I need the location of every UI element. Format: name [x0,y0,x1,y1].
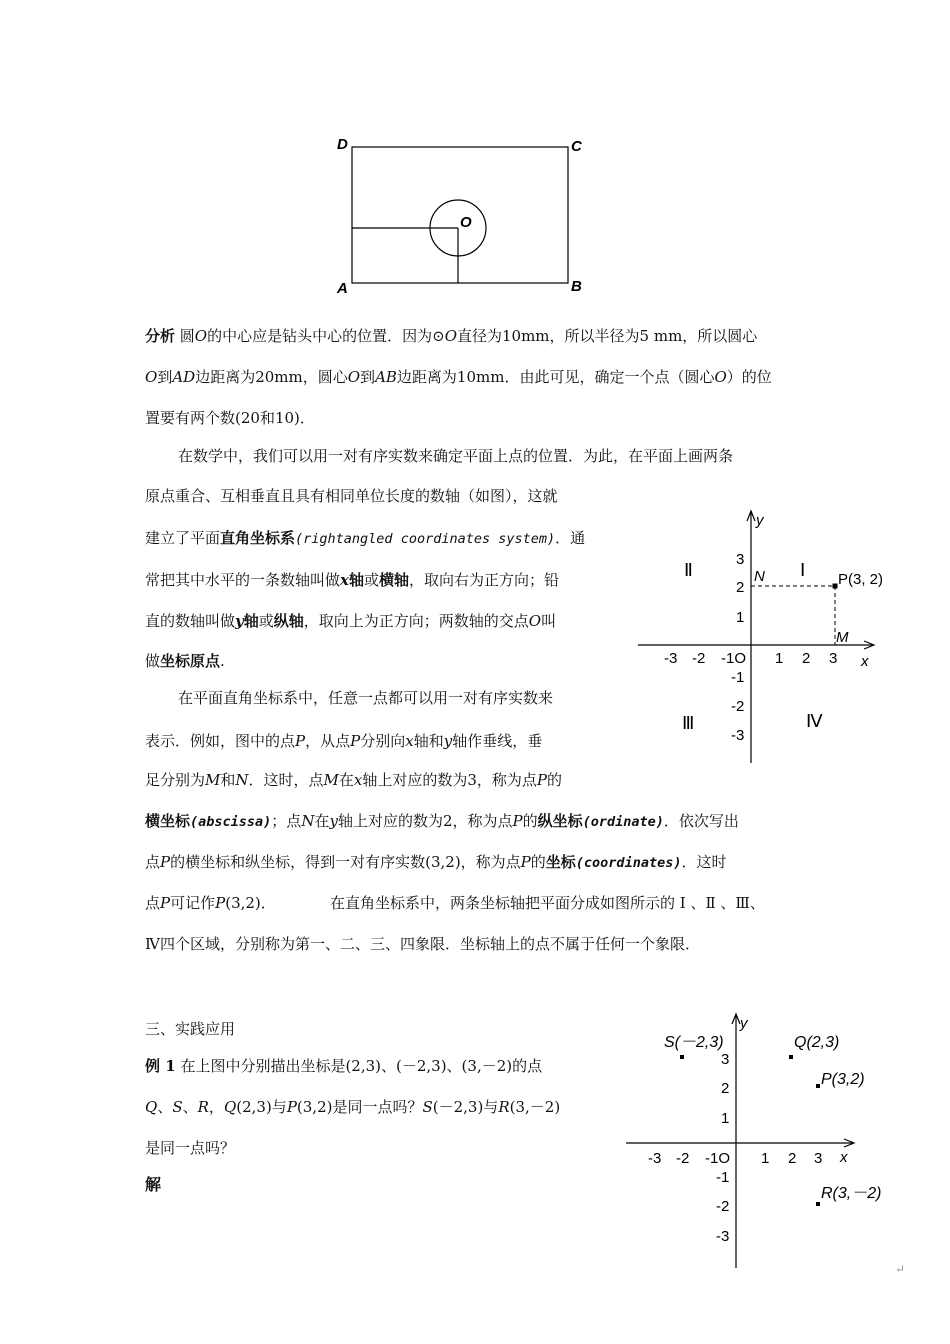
label-o: O [460,214,472,231]
text: 直径为10mm，所以半径为5 mm，所以圆心 [457,327,758,345]
y-tick-neg1: -1 [731,669,745,686]
label-s: S(－2,3) [664,1034,724,1051]
x-tick-1: 1 [775,650,784,667]
y-tick-3: 3 [721,1051,730,1068]
text: 做 [145,652,161,670]
label-a: A [337,280,348,297]
text: 纵坐标 [537,812,583,830]
quadrant-4-label: Ⅳ [806,711,823,731]
text: 横轴 [379,571,410,589]
text: (abscissa) [190,814,272,830]
text: 轴上对应的数为2，称为点 [337,812,513,830]
solution-label: 解 [145,1175,162,1194]
quadrant-1-label: Ⅰ [800,560,806,580]
text: M [323,771,339,789]
point-s-marker [680,1055,684,1059]
x-tick-neg2: -2 [676,1150,690,1167]
y-tick-1: 1 [721,1110,730,1127]
text: y [443,732,453,750]
para2-line-5 [145,852,726,873]
quadrant-2-label: Ⅱ [684,560,693,580]
para1-line-3 [145,528,585,549]
text: (2,3)与 [236,1098,287,1116]
text: AB [375,368,397,386]
text: P [215,894,226,912]
text: 建立了平面 [145,529,221,547]
text: (3,－2) [509,1098,561,1116]
para1-line-2: 原点重合、互相垂直且具有相同单位长度的数轴（如图），这就 [145,487,558,505]
para2-line-7: Ⅳ四个区域，分别称为第一、二、三、四象限．坐标轴上的点不属于任何一个象限． [145,935,700,953]
text: ， [208,1098,224,1116]
text: (ordinate) [582,814,664,830]
text: 轴作垂线，垂 [452,732,543,750]
text: O [528,612,542,630]
text: 足分别为 [145,771,206,789]
text: 直的数轴叫做 [145,612,236,630]
text: S [422,1098,433,1116]
label-c: C [571,138,582,155]
y-tick-neg3: -3 [716,1228,730,1245]
analysis-line-1 [145,326,757,346]
coordinate-plane-figure-1 [630,505,890,770]
point-p-marker [816,1084,820,1088]
rectangle-circle-figure [320,125,600,305]
origin-label: -1O [705,1150,731,1167]
text: 的 [547,771,563,789]
text: O [714,368,727,386]
para2-line-1: 在平面直角坐标系中，任意一点都可以用一对有序实数来 [178,689,554,707]
y-axis-label: y [756,512,764,529]
x-tick-neg3: -3 [664,650,678,667]
x-tick-neg3: -3 [648,1150,662,1167]
text: 表示．例如，图中的点 [145,732,296,750]
label-m: M [836,629,849,646]
text: (coordinates) [575,855,682,871]
text: 坐标原点 [160,652,221,670]
text: ．这时，点 [248,771,324,789]
para2-line-3 [145,770,562,790]
coordinate-plane-figure-2 [620,1010,900,1272]
term-coordinate-system: 直角坐标系 [220,529,296,547]
text: R [498,1098,510,1116]
text: Q [223,1098,237,1116]
text: 常把其中水平的一条数轴叫做 [145,571,341,589]
y-tick-2: 2 [736,579,745,596]
text: ）的位 [726,368,772,386]
text: (3,2)． [225,894,276,912]
text: (3,2)是同一点吗？ [296,1098,423,1116]
text: 圆 [175,327,195,345]
text: 点 [145,894,161,912]
y-tick-neg3: -3 [731,727,745,744]
y-tick-3: 3 [736,551,745,568]
text: P [286,1098,297,1116]
text: N [301,812,315,830]
x-tick-2: 2 [802,650,811,667]
text: x [405,732,414,750]
example1-head: 例 1 [145,1057,176,1075]
text: P [350,732,361,750]
text: P [520,853,531,871]
y-tick-1: 1 [736,609,745,626]
point-p-marker [833,584,838,589]
label-p: P(3, 2) [838,571,884,588]
text: N [235,771,249,789]
text: AD [172,368,196,386]
y-axis-label: y [740,1015,748,1032]
text: 可记作 [170,894,216,912]
text: O [347,368,361,386]
x-tick-neg2: -2 [692,650,706,667]
text: Q [145,1098,158,1116]
point-q-marker [789,1055,793,1059]
text: ，取向右为正方向；铅 [409,571,560,589]
text: (－2,3)与 [432,1098,499,1116]
origin-label: -1O [721,650,747,667]
text: ．这时 [681,853,727,871]
text: 坐标 [545,853,576,871]
text: 横坐标 [145,812,191,830]
para2-line-6 [145,893,276,913]
text: 到 [157,368,173,386]
x-axis-label: x [840,1149,848,1166]
x-axis-label: x [861,653,869,670]
text: 的 [530,853,546,871]
text: 和 [220,771,236,789]
label-r: R(3,－2) [821,1185,882,1202]
text: 轴和 [413,732,444,750]
text: 分别向 [360,732,406,750]
x-tick-3: 3 [814,1150,823,1167]
text: y [329,812,338,830]
return-mark: ↵ [895,1262,906,1276]
label-b: B [571,278,582,295]
text: P [160,853,171,871]
text: R [197,1098,209,1116]
x-tick-1: 1 [761,1150,770,1167]
text: 在 [338,771,354,789]
text: 轴 [243,612,259,630]
analysis-line-3: 置要有两个数(20和10)． [145,409,315,427]
quadrant-3-label: Ⅲ [682,713,695,733]
para2-line-6b: 在直角坐标系中，两条坐标轴把平面分成如图所示的 Ⅰ 、Ⅱ 、Ⅲ、 [330,894,765,912]
y-tick-neg2: -2 [731,698,745,715]
text: 的中心应是钻头中心的位置．因为⊙ [207,327,445,345]
text: ，取向上为正方向；两数轴的交点 [303,612,529,630]
text: 边距离为20mm，圆心 [195,368,348,386]
text: 边距离为10mm．由此可见，确定一个点（圆心 [396,368,715,386]
example1-line-3: 是同一点吗？ [145,1139,236,1157]
para1-line-4 [145,570,559,590]
text: ．依次写出 [663,812,739,830]
text: 叫 [541,612,557,630]
text: 、 [182,1098,198,1116]
para2-line-4 [145,811,739,832]
text: y [235,612,244,630]
text: 纵轴 [273,612,304,630]
text: 轴上对应的数为3，称为点 [362,771,537,789]
analysis-head: 分析 [145,327,176,345]
text: 到 [360,368,376,386]
label-n: N [754,568,765,585]
text: 的横坐标和纵坐标，得到一对有序实数(3,2)，称为点 [170,853,521,871]
x-tick-3: 3 [829,650,838,667]
para1-line-6 [145,651,225,671]
para1-line-1: 在数学中，我们可以用一对有序实数来确定平面上点的位置．为此，在平面上画两条 [178,447,734,465]
text: 的 [522,812,538,830]
text: O [444,327,457,345]
label-q: Q(2,3) [794,1034,840,1051]
text: O [145,368,158,386]
label-d: D [337,136,348,153]
text: ．通 [555,529,586,547]
text: P [512,812,523,830]
label-p: P(3,2) [821,1071,865,1088]
y-tick-2: 2 [721,1080,730,1097]
text: . [220,652,225,670]
text: O [194,327,208,345]
text: M [205,771,221,789]
example1-line-1 [145,1056,542,1076]
text: x [353,771,363,789]
text: S [172,1098,183,1116]
text: (rightangled coordinates system) [295,531,556,547]
text: P [295,732,306,750]
text: 或 [363,571,379,589]
text: 、 [157,1098,173,1116]
text: x [340,571,349,589]
text: 或 [258,612,274,630]
y-tick-neg2: -2 [716,1198,730,1215]
text: 在 [314,812,330,830]
para1-line-5 [145,611,556,631]
text: 轴 [348,571,364,589]
text: 点 [145,853,161,871]
example1-line-2 [145,1097,560,1117]
text: P [160,894,171,912]
text: ；点 [271,812,302,830]
section-title: 三、实践应用 [145,1020,236,1038]
y-tick-neg1: -1 [716,1169,730,1186]
para2-line-2 [145,731,542,751]
analysis-line-2 [145,367,772,387]
text: P [536,771,548,789]
text: ，从点 [305,732,351,750]
point-r-marker [816,1202,820,1206]
text: 在上图中分别描出坐标是(2,3)、(－2,3)、(3,－2)的点 [175,1057,543,1075]
x-tick-2: 2 [788,1150,797,1167]
